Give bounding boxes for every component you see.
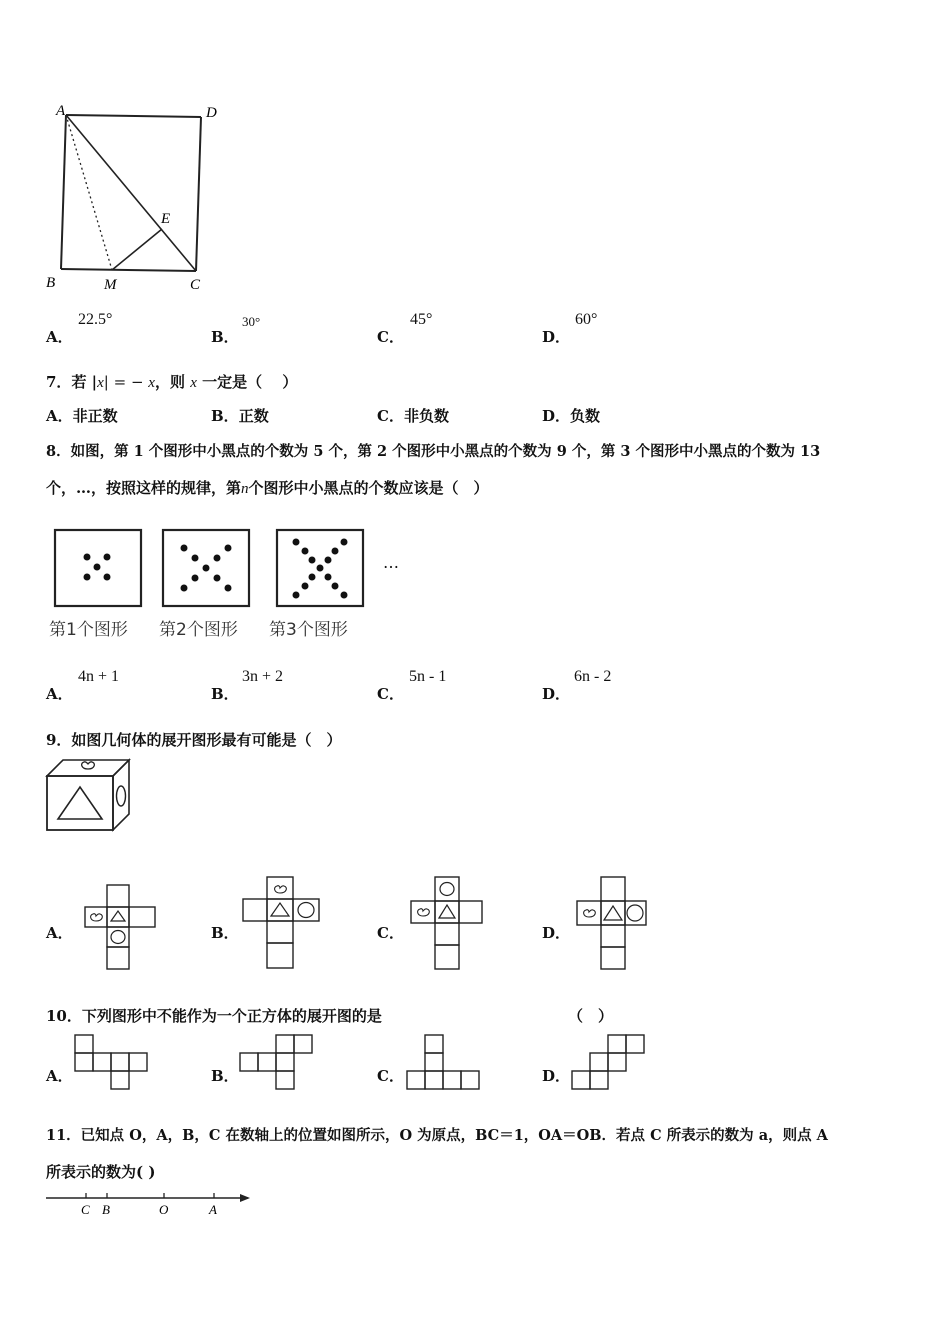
heart-icon: [275, 886, 287, 893]
q7-stem: [46, 371, 297, 392]
q10-option-c-net[interactable]: [404, 1032, 484, 1092]
edge-dc: [196, 117, 201, 271]
axis-label-a: A: [209, 1202, 217, 1217]
label-e: E: [161, 211, 171, 227]
figure-1: [55, 530, 141, 606]
circle-icon: [440, 883, 454, 896]
heart-icon: [91, 914, 103, 921]
label-b: B: [46, 275, 56, 291]
q6-option-a-letter[interactable]: A．: [46, 328, 73, 346]
dashed-am: [66, 115, 112, 270]
q8-caption-1: 第1个图形: [49, 620, 128, 640]
q9-option-d-net[interactable]: [572, 874, 656, 972]
q7-stem-b: | = −: [103, 373, 149, 391]
q10-option-b-letter[interactable]: B．: [211, 1067, 239, 1085]
q10-stem: 10．下列图形中不能作为一个正方体的展开图的是: [46, 1007, 382, 1025]
q10-option-d-net[interactable]: [569, 1032, 649, 1092]
q6-option-a-value: 22.5°: [78, 311, 113, 328]
triangle-icon: [111, 911, 125, 921]
q8-ellipsis: …: [383, 553, 399, 572]
q9-option-b-net[interactable]: [240, 874, 324, 972]
q9-stem: 9．如图几何体的展开图形最有可能是（ ）: [46, 731, 342, 749]
q9-option-d-letter[interactable]: D．: [542, 924, 571, 942]
q8-option-b-value: 3n + 2: [242, 668, 284, 685]
q11-stem-line2: 所表示的数为( ): [46, 1163, 156, 1181]
triangle-icon: [439, 905, 455, 918]
heart-icon: [584, 910, 596, 917]
q9-option-b-letter[interactable]: B．: [211, 924, 239, 942]
label-m: M: [104, 277, 117, 293]
q7-option-b[interactable]: B．正数: [211, 407, 269, 425]
q11-number-line: [44, 1188, 256, 1220]
q10-option-a-net[interactable]: [72, 1032, 152, 1092]
axis-label-b: B: [102, 1202, 110, 1217]
q7-var-x: x: [97, 375, 104, 391]
triangle-icon: [271, 903, 289, 916]
q6-option-d-value: 60°: [575, 311, 598, 328]
q10-option-a-letter[interactable]: A．: [46, 1067, 73, 1085]
heart-icon: [418, 909, 430, 916]
edge-ab: [61, 115, 66, 269]
q8-option-d-value: 6n - 2: [574, 668, 612, 685]
q8-option-c-value: 5n - 1: [409, 668, 447, 685]
q7-number: 7．: [46, 373, 72, 391]
q10-option-b-net[interactable]: [237, 1032, 317, 1092]
q8-caption-2: 第2个图形: [159, 620, 238, 640]
axis-arrow-icon: [240, 1194, 250, 1202]
q6-option-b-value: 30°: [242, 314, 261, 329]
square-abcd-figure: [40, 95, 230, 295]
diagonal-ac: [66, 115, 196, 271]
q8-stem-line2: [46, 477, 489, 498]
edge-ad: [66, 115, 201, 117]
q10-option-c-letter[interactable]: C．: [377, 1067, 404, 1085]
q6-option-c-letter[interactable]: C．: [377, 328, 404, 346]
q10-answer-paren: （ ）: [568, 1007, 614, 1025]
q8-stem-line2-b: 个图形中小黑点的个数应该是（ ）: [248, 479, 489, 497]
q7-option-c[interactable]: C．非负数: [377, 407, 449, 425]
q8-option-c-letter[interactable]: C．: [377, 685, 404, 703]
label-a: A: [56, 103, 66, 119]
q7-stem-a: 若 |: [71, 373, 98, 391]
axis-label-c: C: [81, 1202, 90, 1217]
figure-2: [163, 530, 249, 606]
segment-me: [112, 229, 162, 270]
axis-label-o: O: [159, 1202, 169, 1217]
q7-option-d[interactable]: D．负数: [542, 407, 601, 425]
circle-icon: [111, 931, 125, 944]
q9-cube-figure: [44, 758, 134, 836]
q9-option-a-net[interactable]: [76, 882, 160, 974]
q7-var-x-3: x: [190, 375, 197, 391]
label-c: C: [190, 277, 201, 293]
q7-option-a[interactable]: A．非正数: [46, 407, 118, 425]
triangle-icon: [604, 906, 622, 920]
q11-stem-line1: 11．已知点 O，A，B，C 在数轴上的位置如图所示，O 为原点，BC＝1，OA＝OB．若点 C 所表示的数为 a，则点 A: [46, 1127, 828, 1144]
q8-caption-3: 第3个图形: [269, 620, 348, 640]
label-d: D: [206, 105, 217, 121]
q9-option-a-letter[interactable]: A．: [46, 924, 73, 942]
circle-icon: [117, 786, 126, 806]
q8-var-n: n: [241, 481, 249, 497]
q8-option-a-value: 4n + 1: [78, 668, 120, 685]
q9-option-c-net[interactable]: [406, 874, 490, 972]
q10-option-d-letter[interactable]: D．: [542, 1067, 571, 1085]
q6-option-c-value: 45°: [410, 311, 433, 328]
q8-stem-line1: 8．如图，第 1 个图形中小黑点的个数为 5 个，第 2 个图形中小黑点的个数为 9 个，第 3 个图形中小黑点的个数为 13: [46, 443, 821, 460]
q9-option-c-letter[interactable]: C．: [377, 924, 404, 942]
q8-option-a-letter[interactable]: A．: [46, 685, 73, 703]
circle-icon: [298, 903, 314, 918]
figure-3: [277, 530, 363, 606]
q7-stem-c: ，则: [154, 373, 191, 391]
q6-option-d-letter[interactable]: D．: [542, 328, 571, 346]
q6-option-b-letter[interactable]: B．: [211, 328, 239, 346]
edge-bc: [61, 269, 196, 271]
q7-stem-d: 一定是（ ）: [196, 373, 298, 391]
circle-icon: [627, 905, 643, 921]
q8-option-b-letter[interactable]: B．: [211, 685, 239, 703]
q8-option-d-letter[interactable]: D．: [542, 685, 571, 703]
q8-stem-line2-a: 个，…，按照这样的规律，第: [46, 479, 242, 497]
q7-var-x-2: x: [148, 375, 155, 391]
heart-icon: [82, 762, 95, 769]
triangle-icon: [58, 787, 102, 819]
